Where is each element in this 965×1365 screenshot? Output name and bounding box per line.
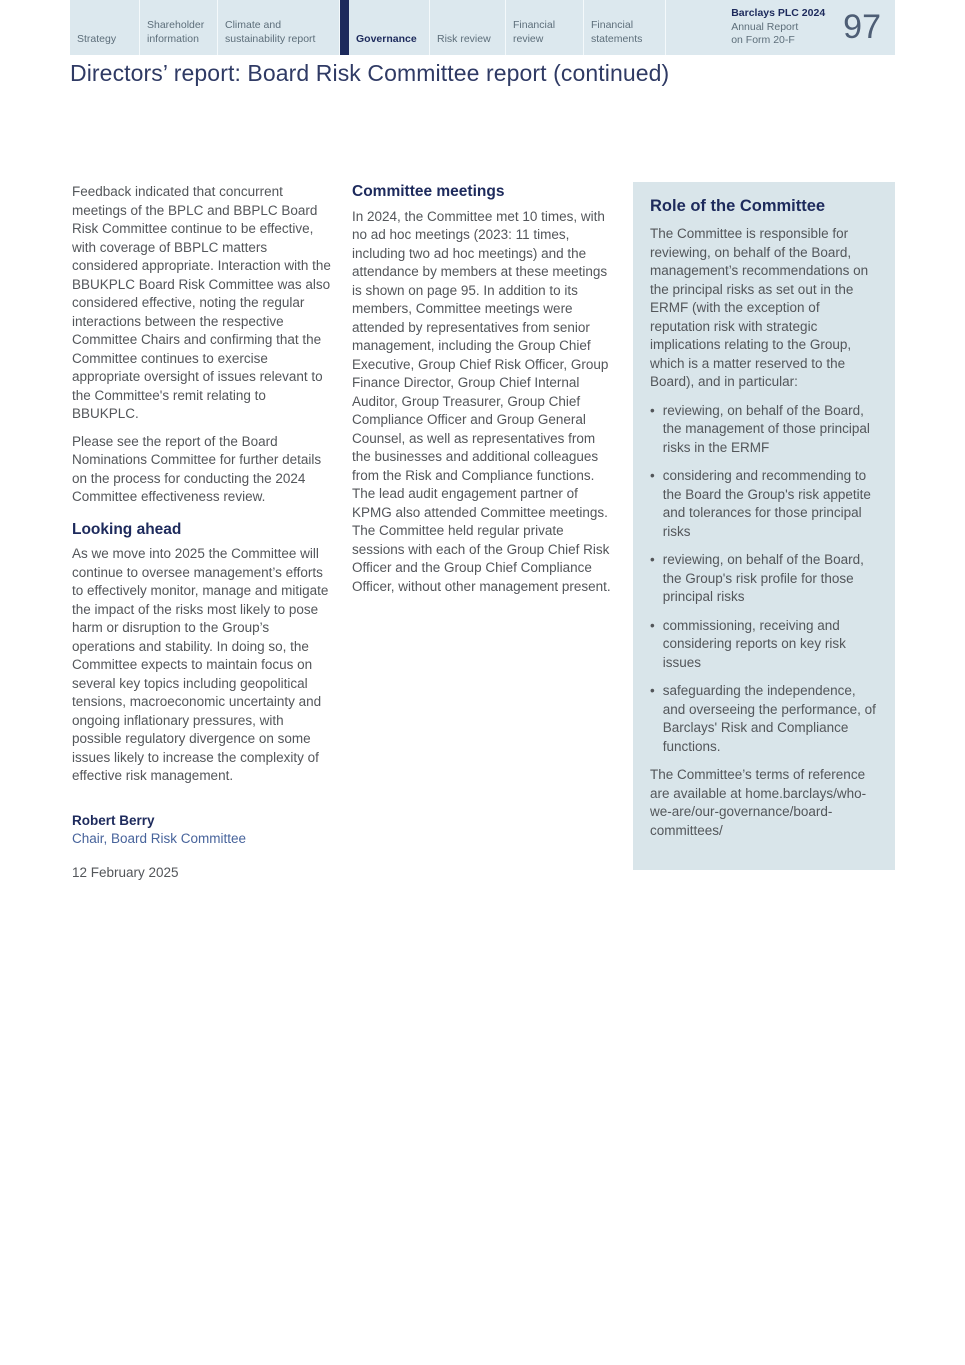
nav-tab-financial-review[interactable]: Financial review	[506, 0, 584, 55]
committee-meetings-heading: Committee meetings	[352, 183, 505, 200]
terms-of-reference-text: The Committee’s terms of reference are available at home.barclays/who-we-are/our-governance/board-committees/	[650, 767, 867, 838]
bullet-icon: •	[650, 468, 655, 483]
bullet-icon: •	[650, 683, 655, 698]
nav-tab-financial-statements[interactable]: Financial statements	[584, 0, 666, 55]
bullet-text: considering and recommending to the Board the Group's risk appetite and tolerances for those principal risks	[662, 468, 871, 539]
looking-ahead-paragraph: As we move into 2025 the Committee will continue to oversee management’s efforts to effectively monitor, manage and mitigate the impact of the risks most likely to pose harm or disruption to the Group’s operations and stability. In doing so, the Committee expects to maintain focus on several key topics including geopolitical tensions, macroeconomic uncertainty and ongoing inflationary pressures, with possible regulatory divergence on some issues likely to increase the complexity of effective risk management.	[72, 546, 329, 783]
signature-name: Robert Berry	[72, 812, 155, 828]
looking-ahead-heading: Looking ahead	[72, 520, 182, 538]
nav-tab-governance-active[interactable]: Governance	[340, 0, 430, 55]
role-box-bullet-list	[650, 402, 878, 757]
bullet-text: safeguarding the independence, and overseeing the performance, of Barclays' Risk and Compliance functions.	[662, 683, 876, 754]
brand-title: Barclays PLC 2024	[731, 7, 826, 20]
nav-tab-risk-review[interactable]: Risk review	[430, 0, 506, 55]
signature-block	[72, 812, 334, 883]
brand-subtitle-1: Annual Report	[731, 20, 799, 33]
nominations-reference-paragraph: Please see the report of the Board Nominations Committee for further details on the process for conducting the 2024 Committee effectiveness review.	[72, 433, 322, 504]
list-item	[650, 551, 878, 607]
committee-meetings-paragraph: In 2024, the Committee met 10 times, with no ad hoc meetings (2023: 11 times, including two ad hoc meetings) and the attendance by members at these meetings is shown on page 95. In addition to its members, Committee meetings were attended by representatives from senior management, including the Group Chief Executive, Group Chief Risk Officer, Group Finance Director, Group Chief Internal Auditor, Group Treasurer, Group Chief Compliance Officer and Group General Counsel, as well as representatives from the businesses and additional colleagues from the Risk and Compliance functions. The lead audit engagement partner of KPMG also attended Committee meetings. The Committee held regular private sessions with each of the Group Chief Risk Officer and the Group Chief Compliance Officer, without other management present.	[352, 208, 611, 594]
header-nav-band	[70, 0, 895, 55]
nav-tab-climate-and-sustainability-report[interactable]: Climate and sustainability report	[218, 0, 340, 55]
list-item	[650, 402, 878, 458]
brand-subtitle-2: on Form 20-F	[731, 34, 795, 47]
left-column	[72, 183, 334, 882]
bullet-icon: •	[650, 552, 655, 567]
signature-date: 12 February 2025	[72, 864, 179, 880]
role-box-intro: The Committee is responsible for reviewing, on behalf of the Board, management’s recommendations on the principal risks as set out in the ERMF (with the exception of reputation risk with strategic implications relating to the Group, which is a matter reserved to the Board), and in particular:	[650, 226, 869, 389]
bullet-icon: •	[650, 617, 655, 633]
report-brand-block	[731, 7, 825, 48]
bullet-text: reviewing, on behalf of the Board, the Group's risk profile for those principal risks	[662, 552, 864, 604]
feedback-paragraph: Feedback indicated that concurrent meetings of the BPLC and BBPLC Board Risk Committee continue to be effective, with coverage of BBPLC matters considered appropriate. Interaction with the BBUKPLC Board Risk Committee was also considered effective, noting the regular interactions between the respective Committee Chairs and confirming that the Committee continues to exercise appropriate oversight of issues relevant to the Committee's remit relating to BBUKPLC.	[72, 184, 331, 421]
bullet-icon: •	[650, 402, 655, 418]
list-item	[650, 467, 878, 541]
list-item	[650, 682, 878, 756]
bullet-text: commissioning, receiving and considering reports on key risk issues	[662, 617, 846, 670]
page-number: 97	[843, 8, 881, 46]
role-of-committee-box	[633, 182, 895, 870]
page-title: Directors’ report: Board Risk Committee report (continued)	[70, 60, 670, 86]
bullet-text: reviewing, on behalf of the Board, the management of those principal risks in the ERMF	[662, 402, 870, 455]
list-item	[650, 617, 878, 673]
middle-column	[352, 183, 614, 605]
role-box-heading: Role of the Committee	[650, 197, 826, 215]
header-right-section	[666, 0, 895, 55]
nav-tab-strategy[interactable]: Strategy	[70, 0, 140, 55]
nav-tab-shareholder-information[interactable]: Shareholder information	[140, 0, 218, 55]
signature-role: Chair, Board Risk Committee	[72, 830, 247, 846]
